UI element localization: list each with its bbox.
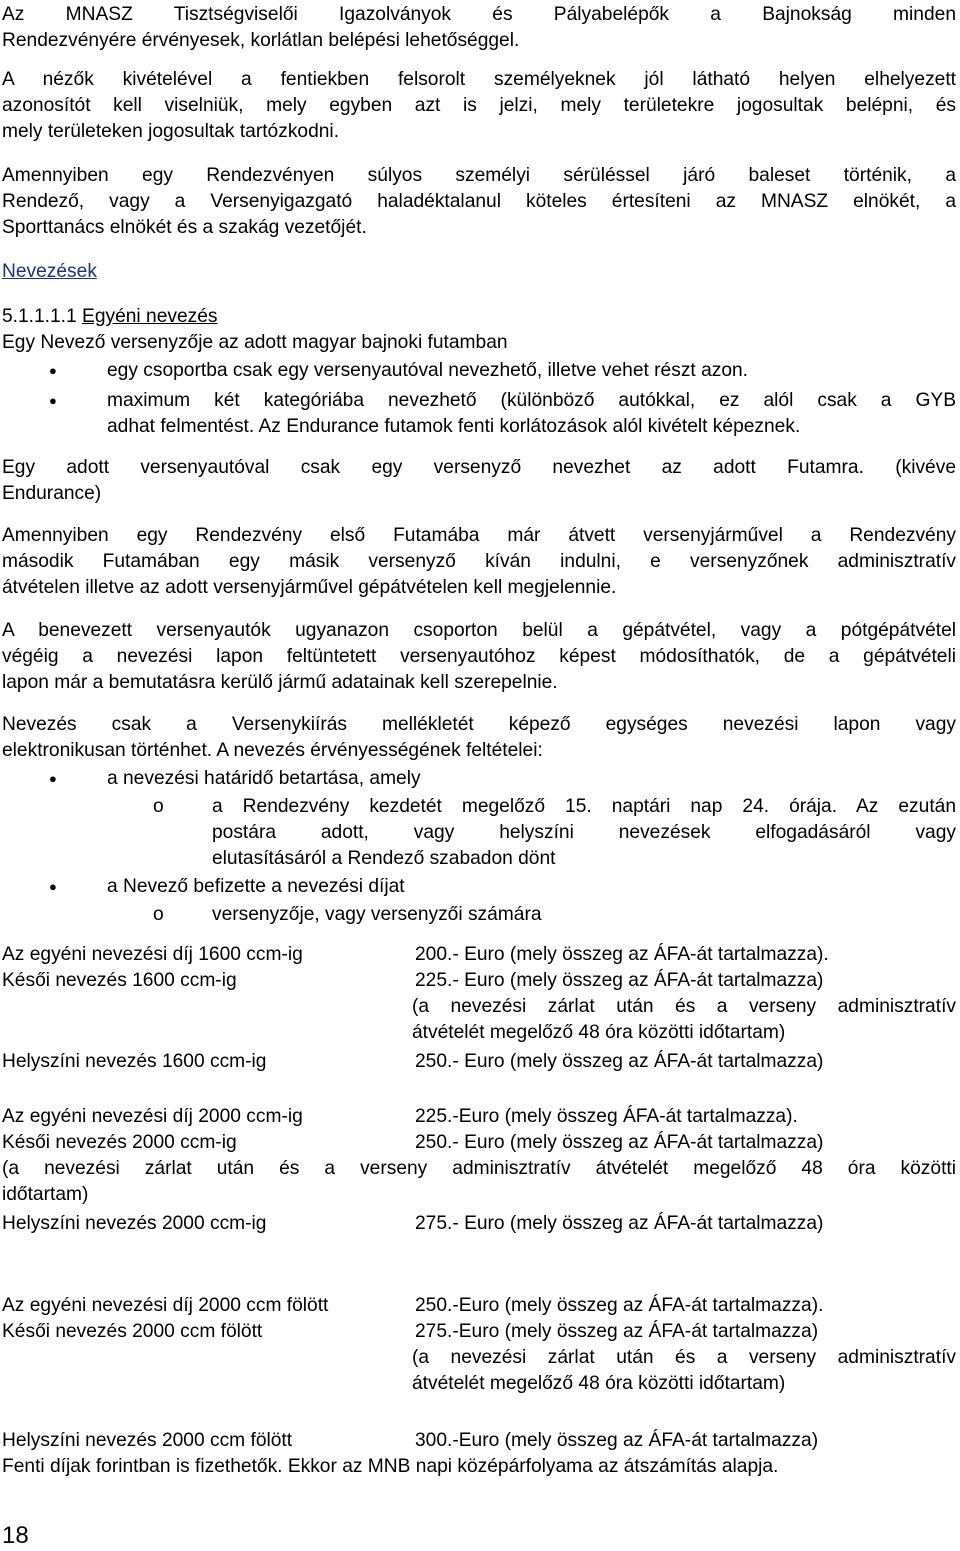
text-line: mely területeken jogosultak tartózkodni. [2, 121, 340, 142]
fee-value: 250.-Euro (mely összeg az ÁFA-át tartalmazza). [415, 1295, 824, 1316]
subsection-title [2, 304, 956, 330]
text-line: postára adott, vagy helyszíni nevezések elfogadásáról vagy [212, 822, 956, 843]
text-line: adhat felmentést. Az Endurance futamok fenti korlátozások alól kivételt képeznek. [107, 416, 801, 437]
fee-note: (a nevezési zárlat után és a verseny adminisztratív átvételét megelőző 48 óra közötti [2, 1158, 956, 1179]
fee-note: időtartam) [2, 1184, 89, 1205]
fee-value: 225.- Euro (mely összeg az ÁFA-át tartalmazza) [415, 970, 824, 991]
text-line: Amennyiben egy Rendezvény első Futamába már átvett versenyjárművel a Rendezvény [2, 525, 956, 546]
footer-note: Fenti díjak forintban is fizethetők. Ekkor az MNB napi középárfolyama az átszámítás alapja. [2, 1456, 779, 1477]
fee-value: 300.-Euro (mely összeg az ÁFA-át tartalmazza) [415, 1430, 819, 1451]
text-line: elektronikusan történhet. A nevezés érvényességének feltételei: [2, 740, 543, 761]
fee-label: Helyszíni nevezés 2000 ccm fölött [2, 1430, 293, 1451]
fee-note: átvételét megelőző 48 óra közötti időtartam) [412, 1022, 786, 1043]
fee-value: 275.-Euro (mely összeg az ÁFA-át tartalmazza) [415, 1321, 819, 1342]
fee-value: 250.- Euro (mely összeg az ÁFA-át tartalmazza) [415, 1051, 824, 1072]
text-line: A nézők kivételével a fentiekben felsorolt személyeknek jól látható helyen elhelyezett [2, 69, 956, 90]
page-number: 18 [2, 1522, 29, 1549]
text-line: Amennyiben egy Rendezvényen súlyos személyi sérüléssel járó baleset történik, a [2, 165, 956, 186]
text-line: egy csoportba csak egy versenyautóval nevezhető, illetve vehet részt azon. [107, 360, 749, 381]
text-line: Rendezvényére érvényesek, korlátlan belépési lehetőséggel. [2, 30, 520, 51]
section-number: 5.1.1.1.1 [2, 306, 77, 327]
text-line: végéig a nevezési lapon feltüntetett versenyautóhoz képest módosíthatók, de a gépátvételi [2, 646, 956, 667]
fee-label: Az egyéni nevezési díj 1600 ccm-ig [2, 944, 303, 965]
fee-label: Késői nevezés 1600 ccm-ig [2, 970, 237, 991]
sub-bullet-icon: o [153, 904, 164, 925]
text-line: Az MNASZ Tisztségviselői Igazolványok és Pályabelépők a Bajnokság minden [2, 4, 956, 25]
text-line: a Nevező befizette a nevezési díjat [107, 876, 405, 897]
text-line: azonosítót kell viselniük, mely egyben azt is jelzi, mely területekre jogosultak belépni, és [2, 95, 956, 116]
fee-label: Helyszíni nevezés 1600 ccm-ig [2, 1051, 267, 1072]
text-line: Rendező, vagy a Versenyigazgató haladéktalanul köteles értesíteni az MNASZ elnökét, a [2, 191, 956, 212]
section-heading: Nevezések [2, 261, 97, 282]
text-line: Egy adott versenyautóval csak egy versenyző nevezhet az adott Futamra. (kivéve [2, 457, 956, 478]
fee-value: 250.- Euro (mely összeg az ÁFA-át tartalmazza) [415, 1132, 824, 1153]
fee-label: Helyszíni nevezés 2000 ccm-ig [2, 1213, 267, 1234]
text-line: átvételen illetve az adott versenyjárművel gépátvételen kell megjelennie. [2, 577, 617, 598]
fee-note: (a nevezési zárlat után és a verseny adminisztratív [412, 996, 956, 1017]
bullet-icon: ● [49, 771, 57, 786]
fee-label: Késői nevezés 2000 ccm-ig [2, 1132, 237, 1153]
fee-label: Késői nevezés 2000 ccm fölött [2, 1321, 263, 1342]
bullet-icon: ● [49, 393, 57, 408]
bullet-icon: ● [49, 879, 57, 894]
fee-label: Az egyéni nevezési díj 2000 ccm-ig [2, 1106, 303, 1127]
sub-bullet-icon: o [153, 796, 164, 817]
fee-value: 275.- Euro (mely összeg az ÁFA-át tartalmazza) [415, 1213, 824, 1234]
text-line: A benevezett versenyautók ugyanazon csoporton belül a gépátvétel, vagy a pótgépátvétel [2, 620, 956, 641]
fee-note: (a nevezési zárlat után és a verseny adminisztratív [412, 1347, 956, 1368]
text-line: a nevezési határidő betartása, amely [107, 768, 421, 789]
text-line: a Rendezvény kezdetét megelőző 15. naptári nap 24. órája. Az ezután [212, 796, 956, 817]
text-line: versenyzője, vagy versenyzői számára [212, 904, 542, 925]
fee-value: 225.-Euro (mely összeg ÁFA-át tartalmazza). [415, 1106, 798, 1127]
text-line: Endurance) [2, 483, 102, 504]
fee-note: átvételét megelőző 48 óra közötti időtartam) [412, 1373, 786, 1394]
bullet-icon: ● [49, 363, 57, 378]
section-title: Egyéni nevezés [82, 306, 218, 327]
intro-line: Egy Nevező versenyzője az adott magyar bajnoki futamban [2, 332, 508, 353]
fee-label: Az egyéni nevezési díj 2000 ccm fölött [2, 1295, 329, 1316]
text-line: Sporttanács elnökét és a szakág vezetőjét. [2, 217, 367, 238]
text-line: második Futamában egy másik versenyző kíván indulni, e versenyzőnek adminisztratív [2, 551, 956, 572]
text-line: Nevezés csak a Versenykiírás mellékletét képező egységes nevezési lapon vagy [2, 714, 956, 735]
text-line: elutasításáról a Rendező szabadon dönt [212, 848, 556, 869]
fee-value: 200.- Euro (mely összeg az ÁFA-át tartalmazza). [415, 944, 829, 965]
text-line: maximum két kategóriába nevezhető (különböző autókkal, ez alól csak a GYB [107, 390, 956, 411]
text-line: lapon már a bemutatásra kerülő jármű adatainak kell szerepelnie. [2, 672, 558, 693]
